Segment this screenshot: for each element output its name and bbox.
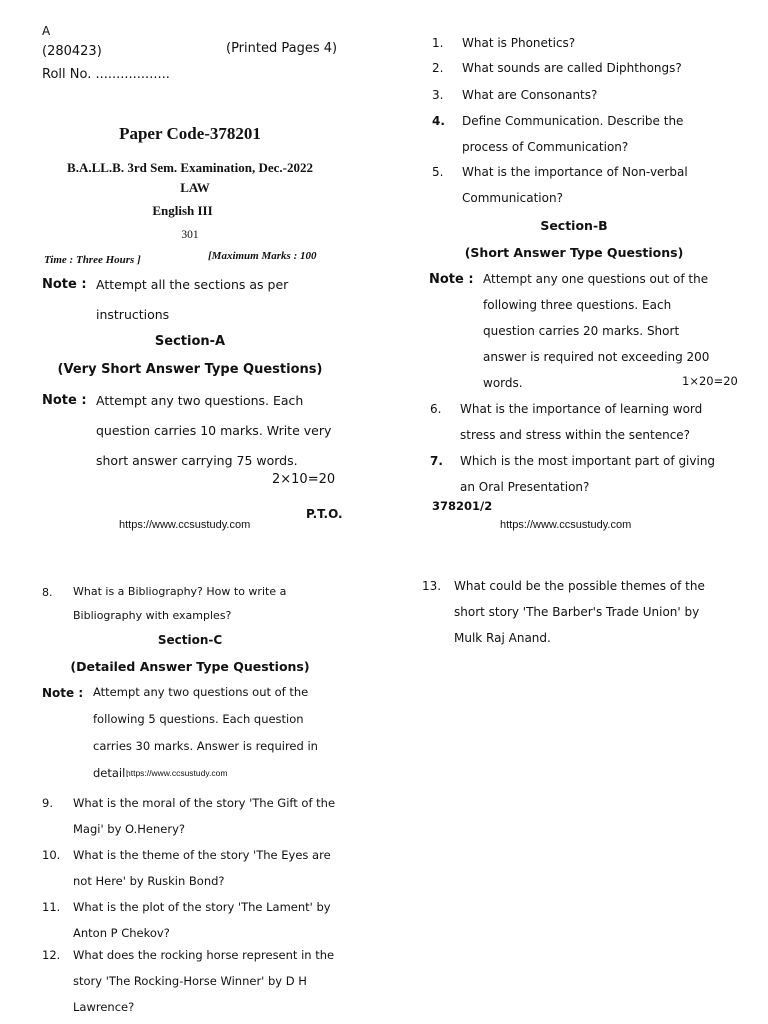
note-label: Note : xyxy=(42,686,84,700)
note-text: Attempt any two questions. Each question carries 10 marks. Write very short answer carrying 75 words. xyxy=(96,393,332,468)
section-b-subtitle: (Short Answer Type Questions) xyxy=(464,245,684,260)
question-number: 8. xyxy=(42,586,53,599)
course-title: English III xyxy=(152,203,213,218)
question-number: 11. xyxy=(42,900,61,914)
note-text: Attempt all the sections as per instructions xyxy=(96,277,289,322)
question-number: 13. xyxy=(422,579,442,593)
question-text: What is the importance of Non-verbal Communication? xyxy=(462,165,688,205)
footer-paper-code: 378201/2 xyxy=(432,499,493,513)
note-label: Note : xyxy=(42,277,87,292)
section-b-title: Section-B xyxy=(540,218,608,233)
question-5 xyxy=(432,159,732,211)
question-1 xyxy=(432,30,732,56)
paper-number: 301 xyxy=(181,229,199,241)
question-13 xyxy=(422,573,732,653)
page-2 xyxy=(384,0,768,545)
question-number: 12. xyxy=(42,948,61,962)
question-8 xyxy=(42,580,342,632)
question-text: What is the plot of the story 'The Lament' by Anton P Chekov? xyxy=(73,900,331,940)
question-number: 10. xyxy=(42,848,61,862)
maximum-marks: [Maximum Marks : 100 xyxy=(208,250,317,262)
question-number: 6. xyxy=(430,402,442,416)
note-label: Note : xyxy=(429,272,474,287)
section-c-note xyxy=(42,686,342,796)
section-a-subtitle: (Very Short Answer Type Questions) xyxy=(57,362,323,377)
set-label: A xyxy=(42,24,51,38)
section-b-marks: 1×20=20 xyxy=(682,374,738,388)
question-text: Which is the most important part of giving an Oral Presentation? xyxy=(460,454,716,494)
question-10 xyxy=(42,842,342,894)
roll-number: Roll No. .................. xyxy=(42,67,170,82)
note-text: Attempt any two questions out of the following 5 questions. Each question carries 30 marks. Answer is required in detail. xyxy=(93,685,318,780)
page-4 xyxy=(384,545,768,1024)
section-c-subtitle: (Detailed Answer Type Questions) xyxy=(70,659,310,674)
question-number: 9. xyxy=(42,796,53,810)
question-text: What is Phonetics? xyxy=(462,36,576,50)
footer-url[interactable]: https://www.ccsustudy.com xyxy=(119,519,251,531)
question-number: 1. xyxy=(432,36,444,50)
section-a-marks: 2×10=20 xyxy=(272,472,336,487)
question-text: What does the rocking horse represent in the story 'The Rocking-Horse Winner' by D H Lawrence? xyxy=(73,948,335,1014)
question-text: What is the importance of learning word stress and stress within the sentence? xyxy=(460,402,703,442)
question-text: Define Communication. Describe the process of Communication? xyxy=(462,114,684,154)
question-11 xyxy=(42,894,342,946)
subject-title: LAW xyxy=(180,180,210,195)
question-6 xyxy=(430,396,730,448)
question-3 xyxy=(432,82,732,108)
exam-title: B.A.LL.B. 3rd Sem. Examination, Dec.-2022 xyxy=(67,160,313,175)
question-text: What could be the possible themes of the short story 'The Barber's Trade Union' by Mulk Raj Anand. xyxy=(454,579,705,645)
question-12 xyxy=(42,942,342,1020)
question-number: 3. xyxy=(432,88,444,102)
pto-label: P.T.O. xyxy=(306,507,343,521)
note-text: Attempt any one questions out of the following three questions. Each question carries 20 marks. Short answer is required not exceeding 200 words. xyxy=(483,272,710,390)
question-text: What is a Bibliography? How to write a Bibliography with examples? xyxy=(73,585,287,622)
page-3 xyxy=(0,545,384,1024)
question-number: 4. xyxy=(432,114,445,128)
question-text: What sounds are called Diphthongs? xyxy=(462,61,682,75)
footer-url[interactable]: https://www.ccsustudy.com xyxy=(500,519,632,531)
question-number: 2. xyxy=(432,61,444,75)
question-4 xyxy=(432,108,732,160)
question-7 xyxy=(430,448,730,500)
section-c-title: Section-C xyxy=(157,633,223,647)
question-number: 5. xyxy=(432,165,444,179)
code-number: (280423) xyxy=(42,44,102,59)
section-a-note xyxy=(42,393,342,483)
section-c-url[interactable]: https://www.ccsustudy.com xyxy=(126,768,228,778)
question-text: What is the theme of the story 'The Eyes are not Here' by Ruskin Bond? xyxy=(73,848,331,888)
paper-code-title: Paper Code-378201 xyxy=(119,124,261,143)
note-label: Note : xyxy=(42,393,87,408)
printed-pages: (Printed Pages 4) xyxy=(226,41,338,56)
question-9 xyxy=(42,790,342,842)
general-note xyxy=(42,277,342,337)
page-1 xyxy=(0,0,384,545)
question-2 xyxy=(432,55,732,81)
question-number: 7. xyxy=(430,454,443,468)
section-a-title: Section-A xyxy=(154,334,226,349)
question-text: What are Consonants? xyxy=(462,88,598,102)
time-allowed: Time : Three Hours ] xyxy=(44,254,141,266)
question-text: What is the moral of the story 'The Gift of the Magi' by O.Henery? xyxy=(73,796,336,836)
